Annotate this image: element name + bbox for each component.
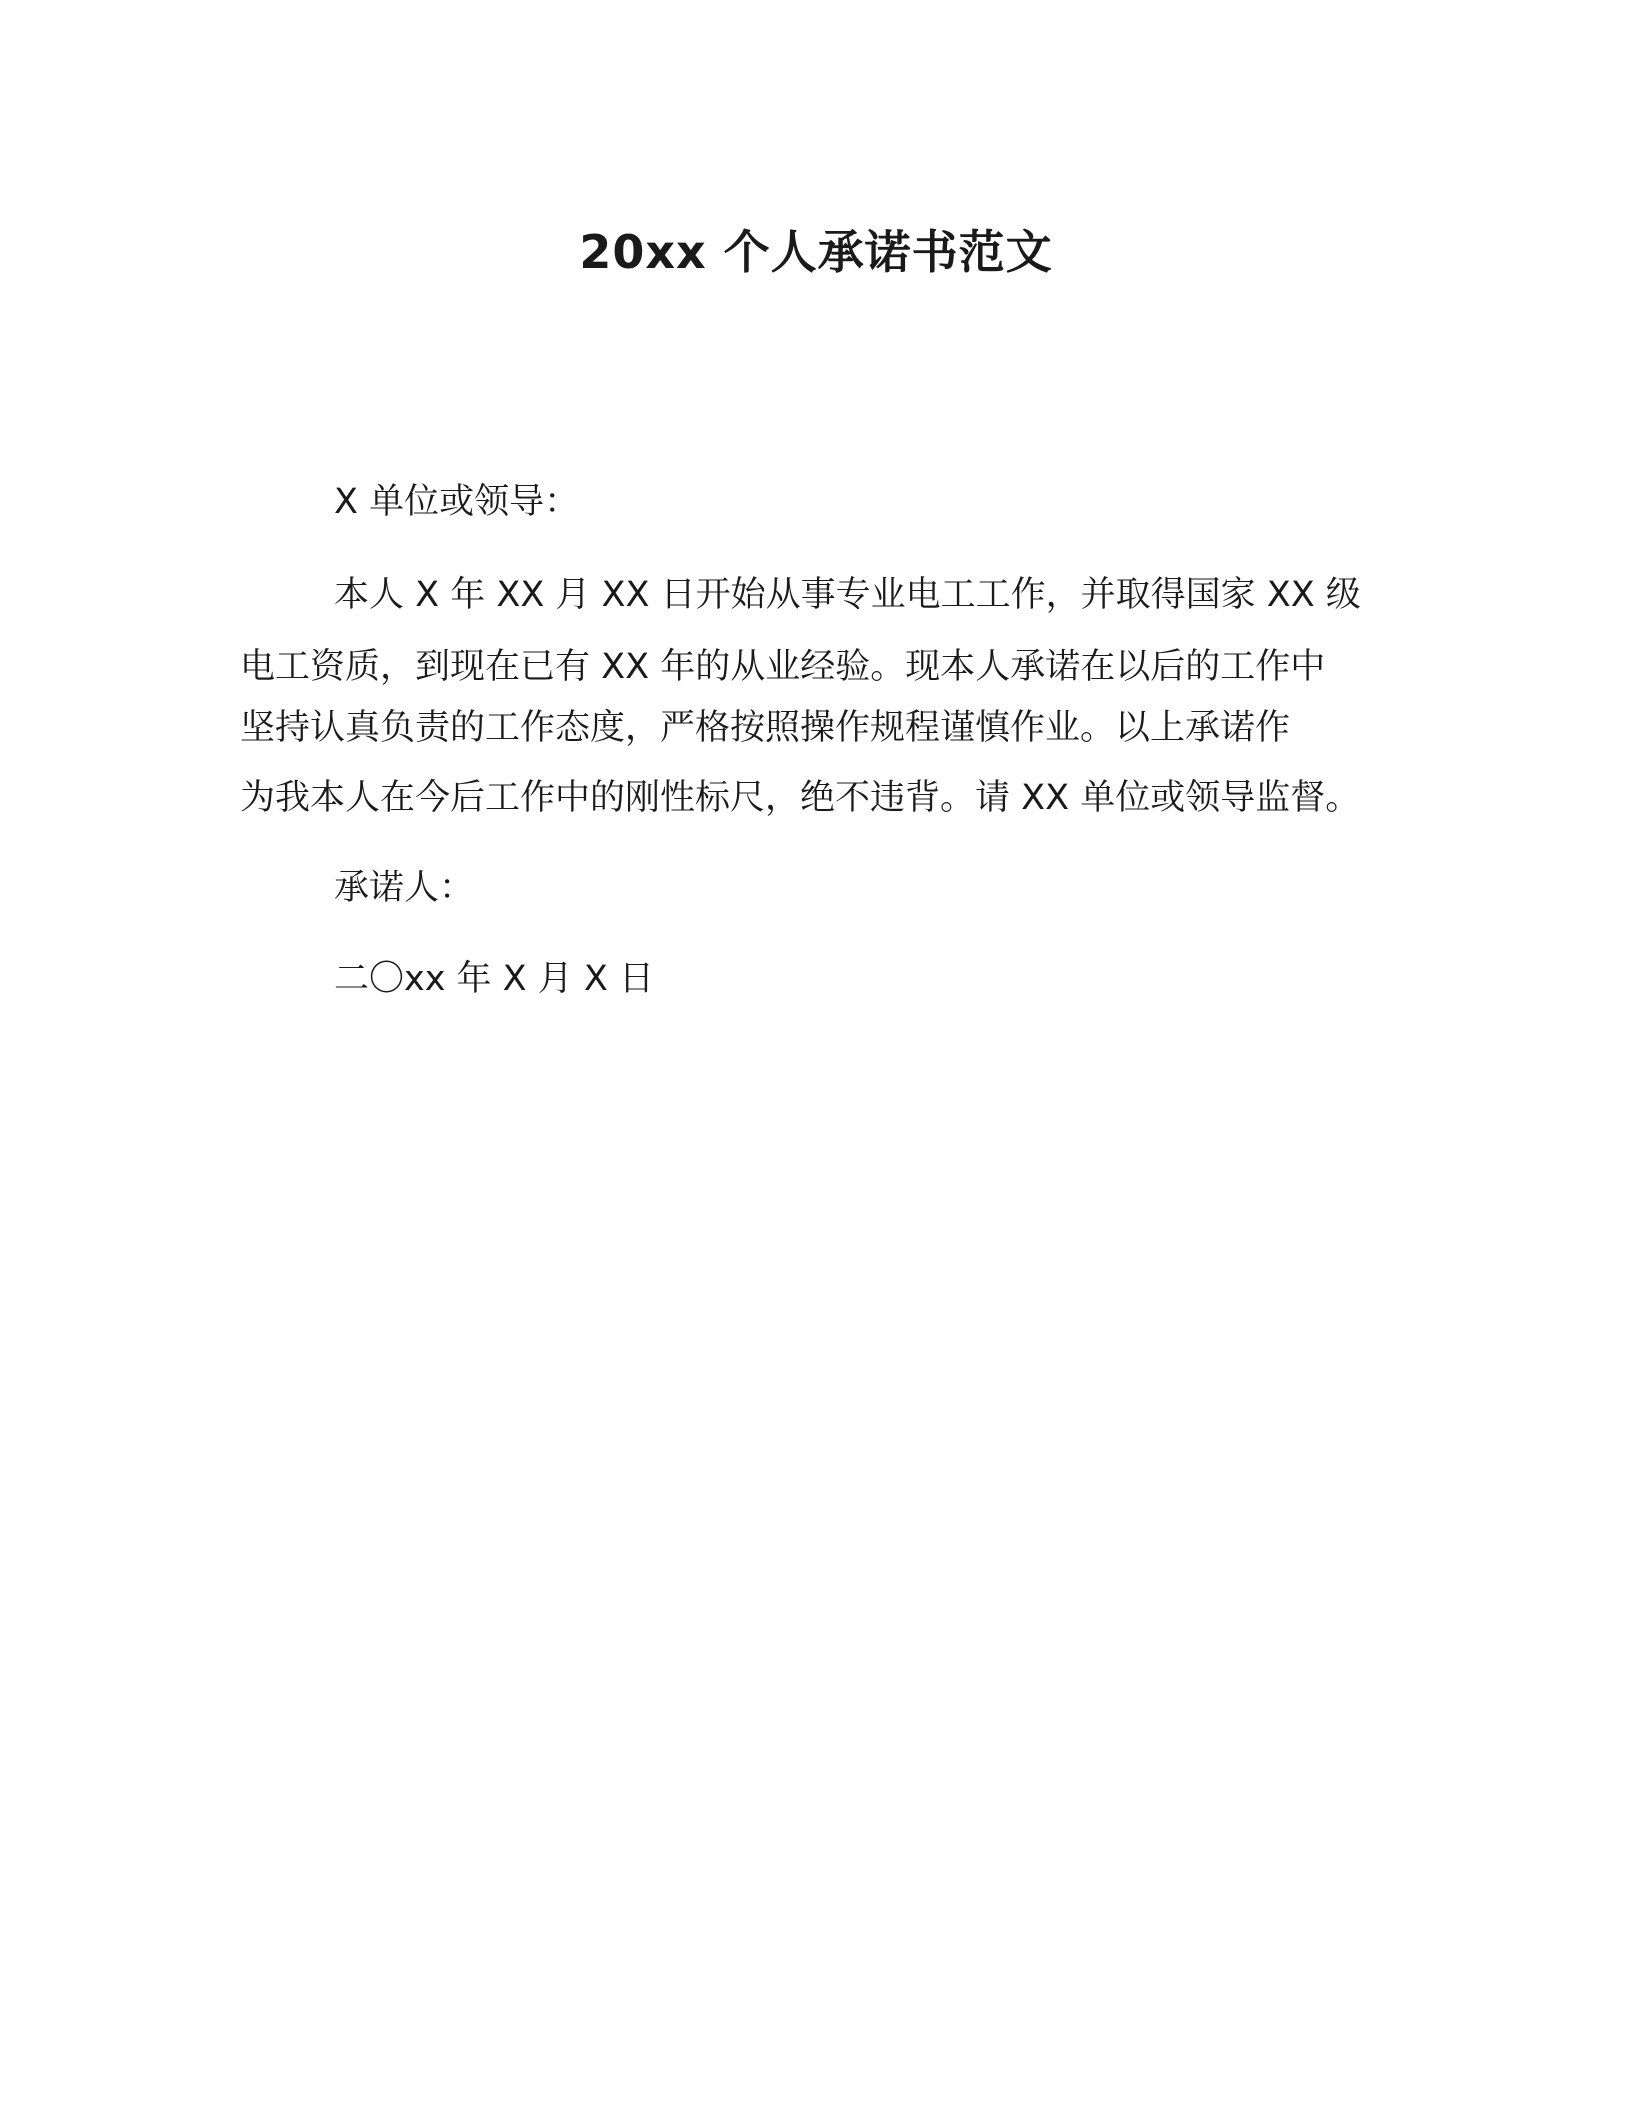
body-line-2: 电工资质，到现在已有 XX 年的从业经验。现本人承诺在以后的工作中 (240, 647, 1326, 687)
signer-label: 承诺人： (334, 868, 475, 908)
body-line-3: 坚持认真负责的工作态度，严格按照操作规程谨慎作业。以上承诺作 (240, 708, 1291, 748)
document-title: 20xx 个人承诺书范文 (579, 225, 1053, 279)
signature-date: 二〇xx 年 X 月 X 日 (334, 959, 655, 999)
body-line-4: 为我本人在今后工作中的刚性标尺，绝不违背。请 XX 单位或领导监督。 (240, 778, 1361, 818)
body-line-1: 本人 X 年 XX 月 XX 日开始从事专业电工工作，并取得国家 XX 级 (334, 575, 1361, 615)
salutation: X 单位或领导： (334, 482, 580, 522)
